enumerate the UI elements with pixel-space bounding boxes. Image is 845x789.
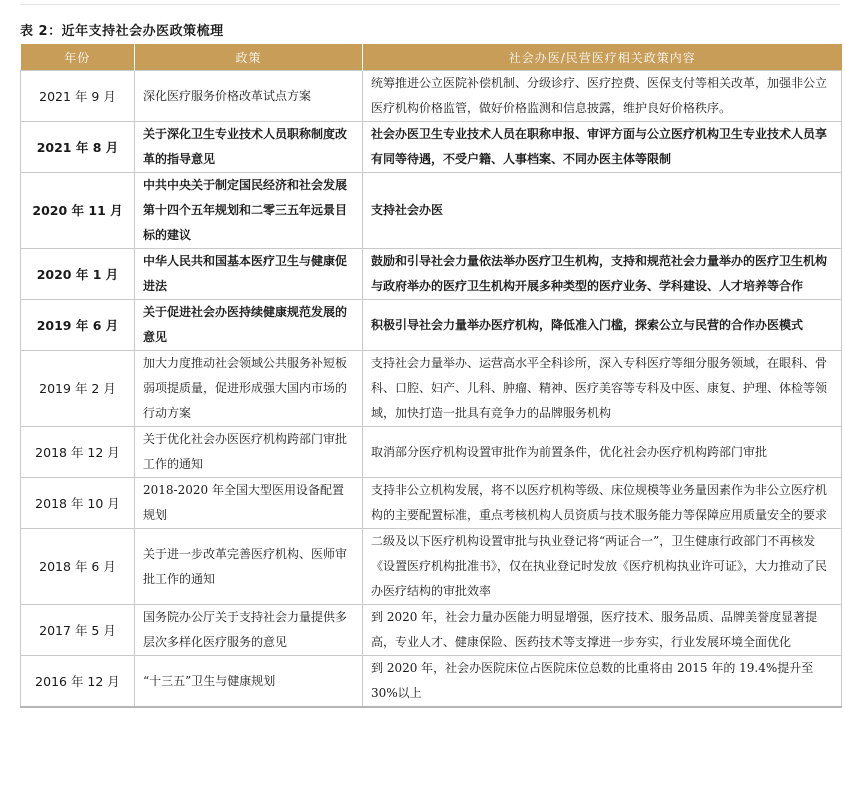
policy-cell: 加大力度推动社会领域公共服务补短板弱项提质量，促进形成强大国内市场的行动方案 bbox=[135, 351, 363, 427]
policy-cell: 国务院办公厅关于支持社会力量提供多层次多样化医疗服务的意见 bbox=[135, 605, 363, 656]
policy-cell: 关于促进社会办医持续健康规范发展的意见 bbox=[135, 300, 363, 351]
year-cell: 2018 年 6 月 bbox=[21, 529, 135, 605]
content-cell: 支持非公立机构发展，将不以医疗机构等级、床位规模等业务量因素作为非公立医疗机构的主要配置标准，重点考核机构人员资质与技术服务能力等保障应用质量安全的要求 bbox=[363, 478, 842, 529]
header-policy: 政策 bbox=[135, 44, 363, 71]
table-row bbox=[21, 529, 842, 605]
table-row bbox=[21, 478, 842, 529]
table-row bbox=[21, 605, 842, 656]
table-header-row bbox=[21, 44, 842, 71]
policy-table bbox=[20, 44, 842, 708]
header-content: 社会办医/民营医疗相关政策内容 bbox=[363, 44, 842, 71]
content-cell: 取消部分医疗机构设置审批作为前置条件，优化社会办医疗机构跨部门审批 bbox=[363, 427, 842, 478]
table-row bbox=[21, 427, 842, 478]
table-row bbox=[21, 173, 842, 249]
content-cell: 支持社会办医 bbox=[363, 173, 842, 249]
table-row bbox=[21, 249, 842, 300]
policy-cell: 中共中央关于制定国民经济和社会发展第十四个五年规划和二零三五年远景目标的建议 bbox=[135, 173, 363, 249]
year-cell: 2017 年 5 月 bbox=[21, 605, 135, 656]
year-cell: 2019 年 6 月 bbox=[21, 300, 135, 351]
content-cell: 鼓励和引导社会力量依法举办医疗卫生机构，支持和规范社会力量举办的医疗卫生机构与政府举办的医疗卫生机构开展多种类型的医疗业务、学科建设、人才培养等合作 bbox=[363, 249, 842, 300]
content-cell: 积极引导社会力量举办医疗机构，降低准入门槛，探索公立与民营的合作办医模式 bbox=[363, 300, 842, 351]
table-row bbox=[21, 122, 842, 173]
policy-cell: 关于进一步改革完善医疗机构、医师审批工作的通知 bbox=[135, 529, 363, 605]
content-cell: 统筹推进公立医院补偿机制、分级诊疗、医疗控费、医保支付等相关改革，加强非公立医疗机构价格监管，做好价格监测和信息披露，维护良好价格秩序。 bbox=[363, 71, 842, 122]
content-cell: 到 2020 年，社会力量办医能力明显增强，医疗技术、服务品质、品牌美誉度显著提高，专业人才、健康保险、医药技术等支撑进一步夯实，行业发展环境全面优化 bbox=[363, 605, 842, 656]
table-body bbox=[21, 71, 842, 708]
policy-cell: 中华人民共和国基本医疗卫生与健康促进法 bbox=[135, 249, 363, 300]
year-cell: 2019 年 2 月 bbox=[21, 351, 135, 427]
header-year: 年份 bbox=[21, 44, 135, 71]
year-cell: 2016 年 12 月 bbox=[21, 656, 135, 708]
year-cell: 2020 年 1 月 bbox=[21, 249, 135, 300]
policy-cell: 关于深化卫生专业技术人员职称制度改革的指导意见 bbox=[135, 122, 363, 173]
year-cell: 2021 年 8 月 bbox=[21, 122, 135, 173]
year-cell: 2021 年 9 月 bbox=[21, 71, 135, 122]
table-row bbox=[21, 351, 842, 427]
table-row bbox=[21, 300, 842, 351]
policy-cell: “十三五”卫生与健康规划 bbox=[135, 656, 363, 708]
content-cell: 社会办医卫生专业技术人员在职称申报、审评方面与公立医疗机构卫生专业技术人员享有同等待遇，不受户籍、人事档案、不同办医主体等限制 bbox=[363, 122, 842, 173]
content-cell: 支持社会力量举办、运营高水平全科诊所，深入专科医疗等细分服务领域，在眼科、骨科、口腔、妇产、儿科、肿瘤、精神、医疗美容等专科及中医、康复、护理、体检等领域，加快打造一批具有竞争力的品牌服务机构 bbox=[363, 351, 842, 427]
table-row bbox=[21, 656, 842, 708]
year-cell: 2018 年 10 月 bbox=[21, 478, 135, 529]
policy-cell: 2018-2020 年全国大型医用设备配置规划 bbox=[135, 478, 363, 529]
content-cell: 到 2020 年，社会办医院床位占医院床位总数的比重将由 2015 年的 19.4%提升至 30%以上 bbox=[363, 656, 842, 708]
page-top-rule bbox=[20, 0, 840, 5]
year-cell: 2020 年 11 月 bbox=[21, 173, 135, 249]
table-caption: 表 2：近年支持社会办医政策梳理 bbox=[20, 24, 224, 39]
policy-cell: 深化医疗服务价格改革试点方案 bbox=[135, 71, 363, 122]
policy-cell: 关于优化社会办医医疗机构跨部门审批工作的通知 bbox=[135, 427, 363, 478]
content-cell: 二级及以下医疗机构设置审批与执业登记将“两证合一”，卫生健康行政部门不再核发《设置医疗机构批准书》，仅在执业登记时发放《医疗机构执业许可证》，大力推动了民办医疗结构的审批效率 bbox=[363, 529, 842, 605]
year-cell: 2018 年 12 月 bbox=[21, 427, 135, 478]
table-row bbox=[21, 71, 842, 122]
